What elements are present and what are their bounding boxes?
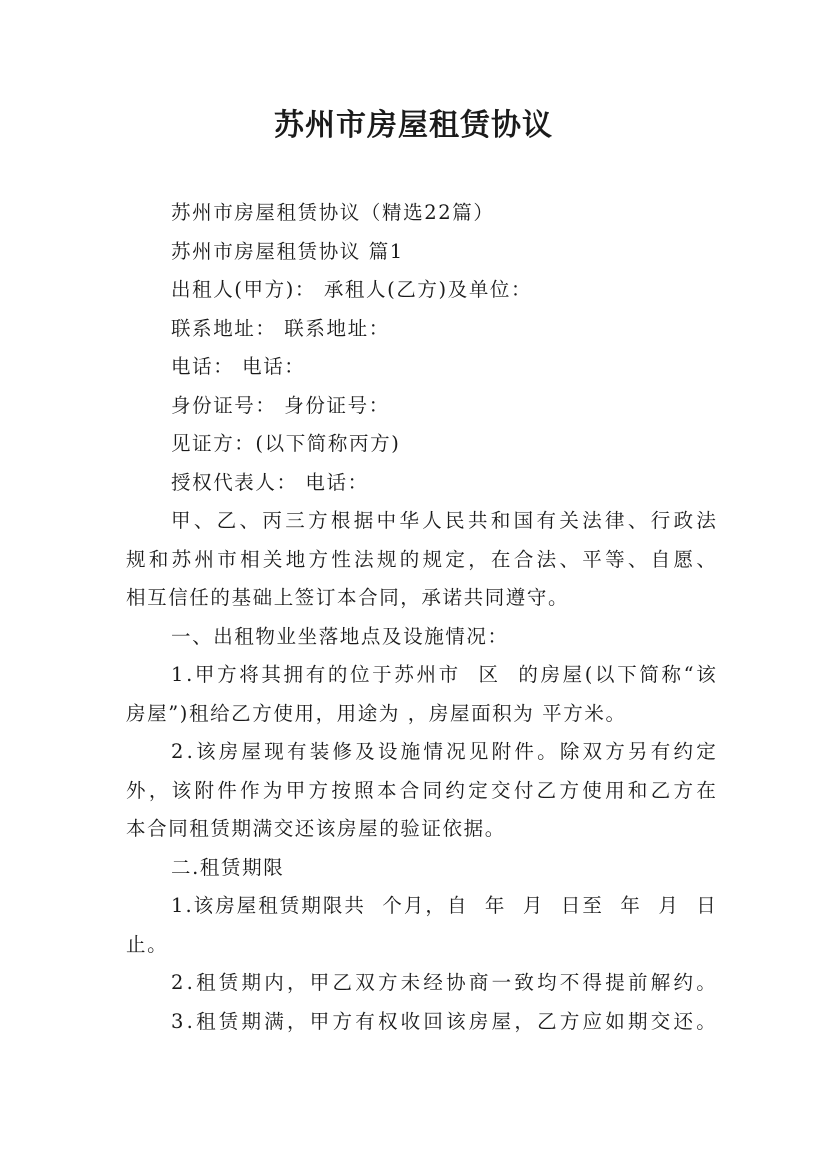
- paragraph-line: 2 . 该 房 屋 现 有 装 修 及 设 施 情 况 见 附 件 。 除 双 方 另 有 约 定: [171, 740, 716, 763]
- id-number-line: 身份证号： 身份证号：: [171, 393, 390, 417]
- paragraph-line: 1 . 甲 方 将 其 拥 有 的 位 于 苏 州 市 区 的 房 屋 ( 以 下 简 称 “ 该: [171, 663, 716, 686]
- section-header-line: 苏州市房屋租赁协议 篇1: [171, 239, 404, 263]
- paragraph-line: 外 ， 该 附 件 作 为 甲 方 按 照 本 合 同 约 定 交 付 乙 方 使 用 和 乙 方 在: [126, 778, 716, 802]
- clause-2-2: 2 . 租 赁 期 内 ， 甲 乙 双 方 未 经 协 商 一 致 均 不 得 提 前 解 约 。: [171, 971, 716, 994]
- paragraph-line: 甲 、 乙 、 丙 三 方 根 据 中 华 人 民 共 和 国 有 关 法 律 、 行 政 法: [171, 509, 716, 532]
- paragraph-line: 本合同租赁期满交还该房屋的验证依据。: [126, 817, 506, 840]
- section-1-heading: 一、出租物业坐落地点及设施情况：: [171, 624, 509, 648]
- clause-2-1: [126, 887, 716, 964]
- paragraph-line: 1 . 该 房 屋 租 赁 期 限 共 个 月 ， 自 年 月 日 至 年 月 日: [171, 894, 716, 917]
- paragraph-line: 止。: [126, 932, 169, 956]
- lessor-lessee-line: 出租人(甲方)： 承租人(乙方)及单位：: [171, 278, 533, 301]
- section-2-heading: 二.租赁期限: [171, 855, 285, 879]
- clause-2-3: 3 . 租 赁 期 满 ， 甲 方 有 权 收 回 该 房 屋 ， 乙 方 应 如 期 交 还 。: [171, 1009, 716, 1033]
- document-body: [126, 194, 716, 1041]
- witness-line: 见证方：(以下简称丙方): [171, 432, 401, 455]
- phone-line: 电话： 电话：: [171, 355, 306, 378]
- paragraph-line: 房屋”)租给乙方使用，用途为 ，房屋面积为 平方米。: [126, 701, 627, 725]
- clause-1-2: [126, 733, 716, 849]
- clause-1-1: [126, 656, 716, 733]
- paragraph-line: 相互信任的基础上签订本合同，承诺共同遵守。: [126, 586, 570, 609]
- preamble-paragraph: [126, 502, 716, 618]
- subtitle-line: 苏州市房屋租赁协议（精选22篇）: [171, 201, 495, 224]
- document-title: 苏州市房屋租赁协议: [274, 108, 553, 143]
- address-line: 联系地址： 联系地址：: [171, 316, 390, 340]
- authorized-rep-line: 授权代表人： 电话：: [171, 470, 369, 494]
- paragraph-line: 规 和 苏 州 市 相 关 地 方 性 法 规 的 规 定 ， 在 合 法 、 平 等 、 自 愿 、: [126, 547, 716, 571]
